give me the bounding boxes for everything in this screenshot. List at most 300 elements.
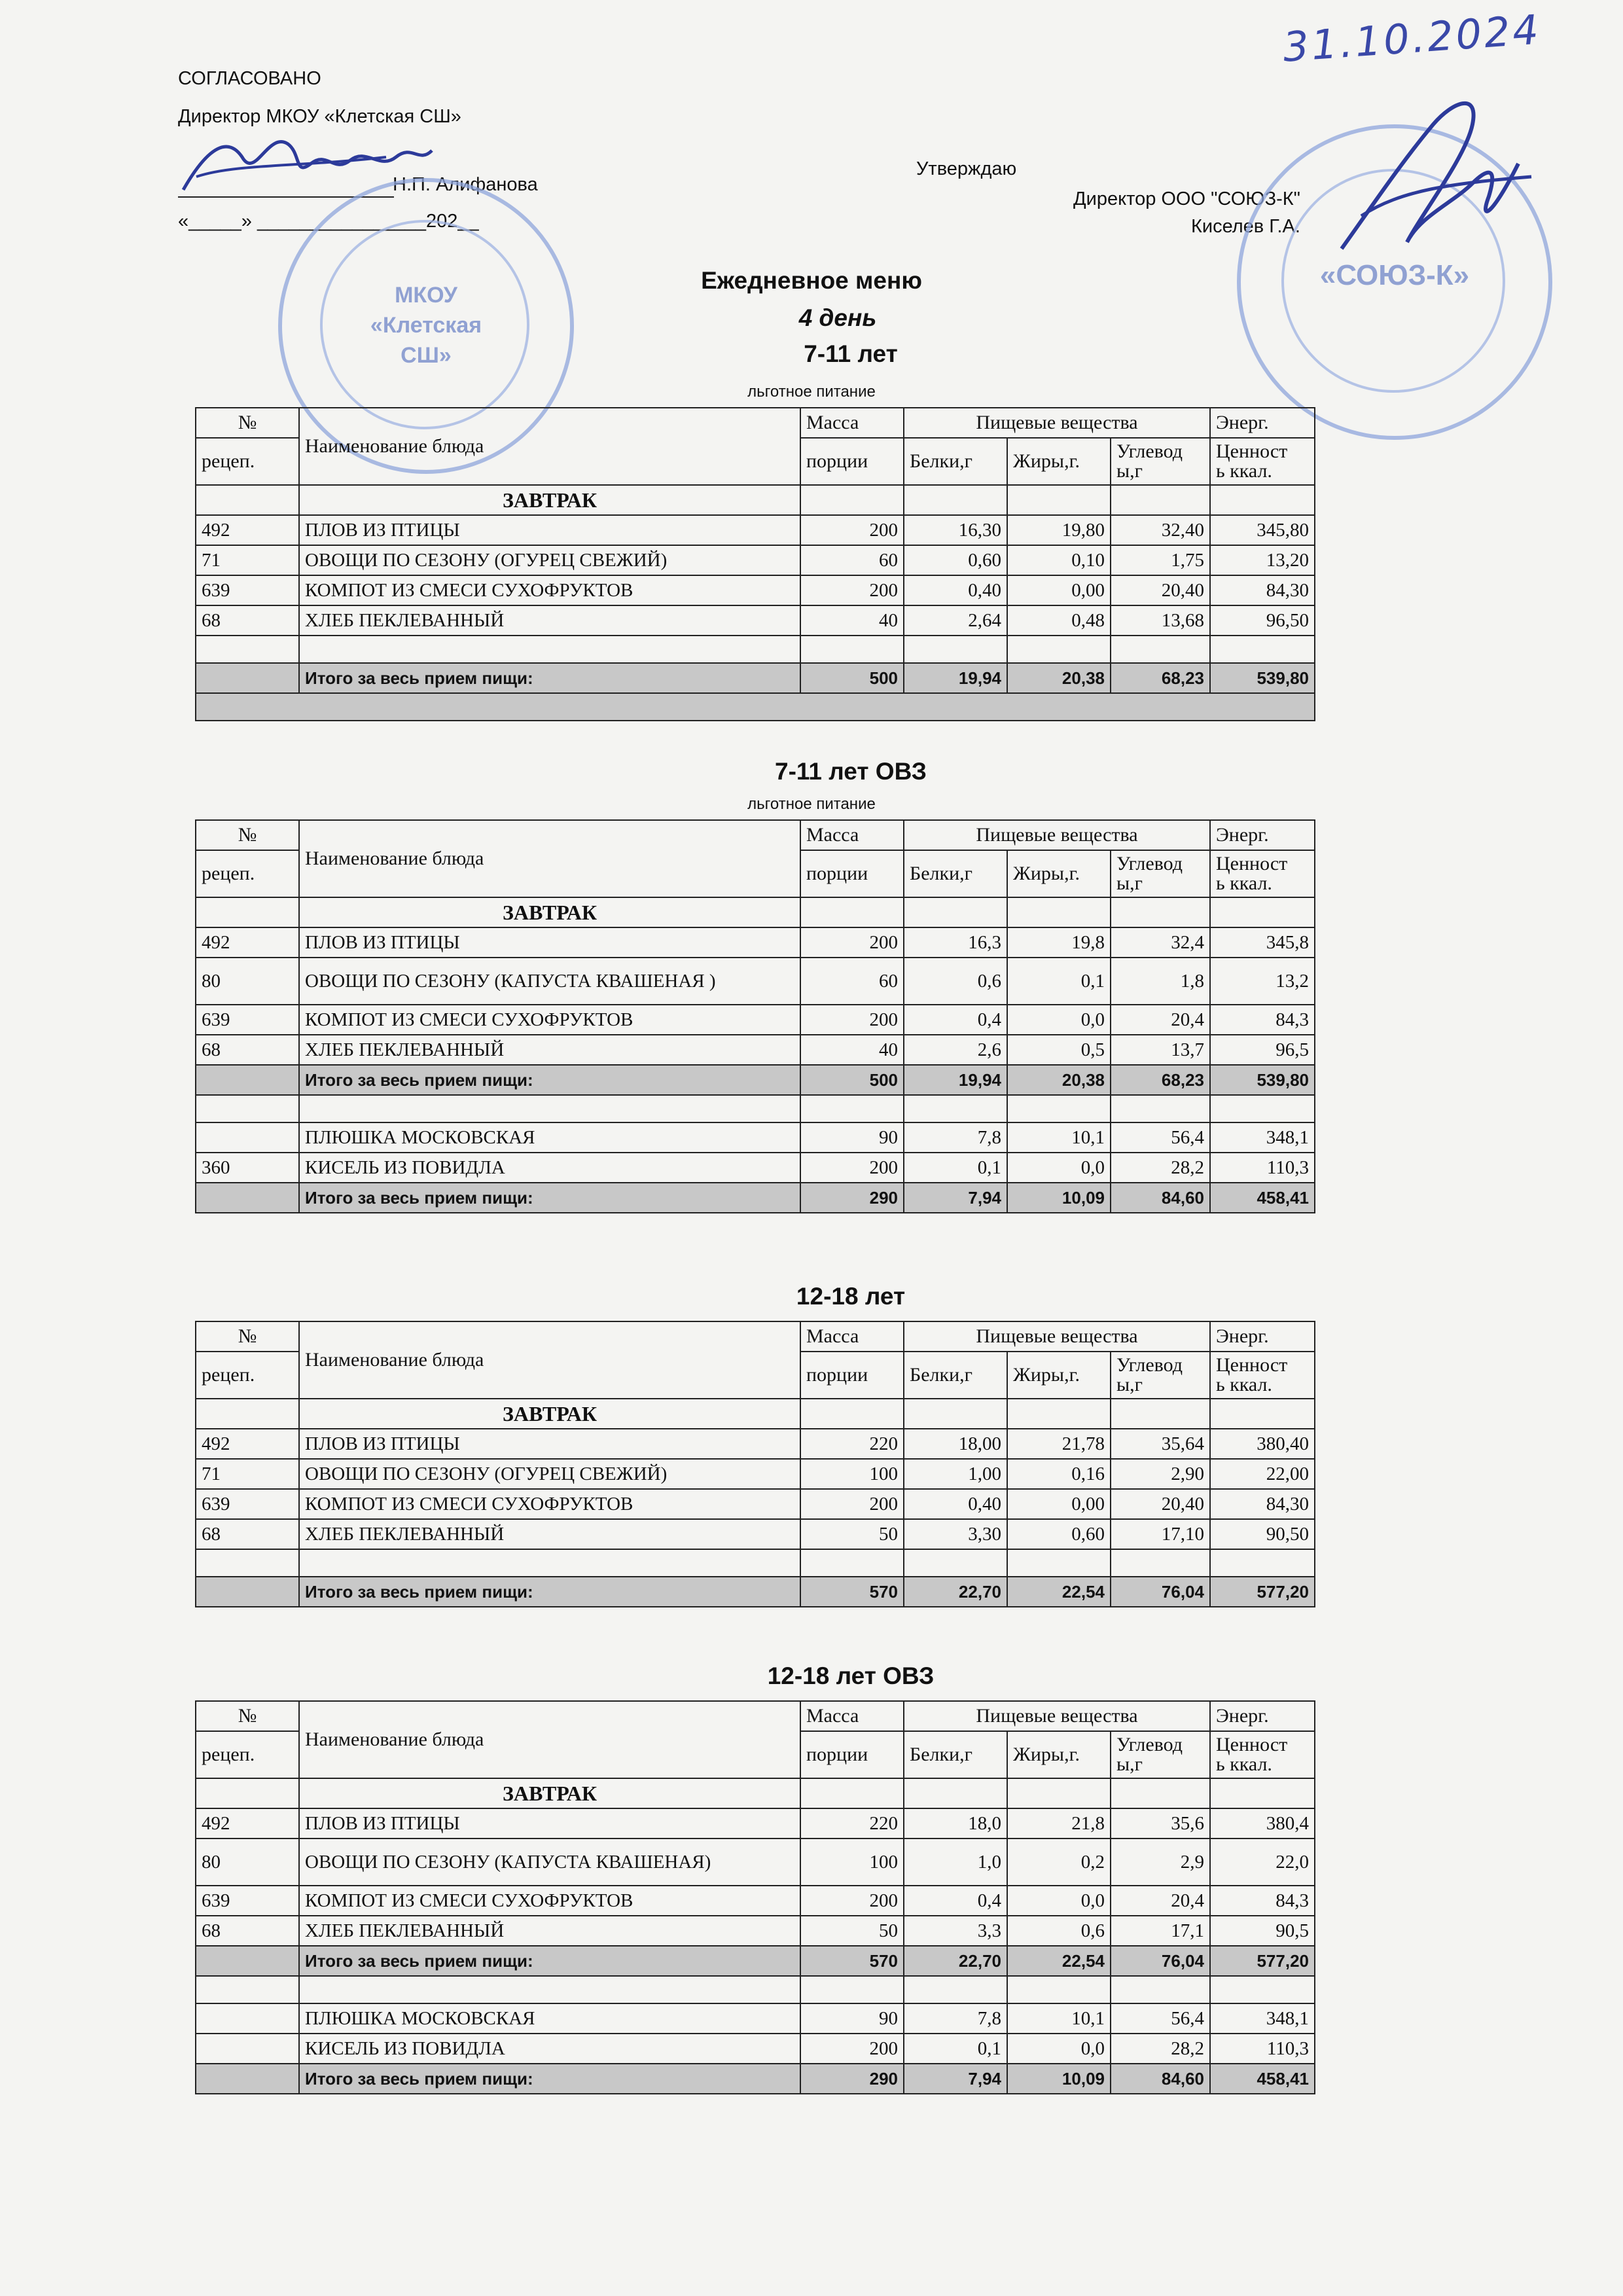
table-cell: 35,6 (1111, 1808, 1210, 1839)
table-cell (1210, 1549, 1315, 1577)
table-cell: 20,38 (1007, 663, 1111, 693)
table-cell: 577,20 (1210, 1577, 1315, 1607)
table-cell (196, 1183, 299, 1213)
section-note: льготное питание (747, 795, 876, 813)
table-cell: Итого за весь прием пищи: (299, 2064, 800, 2094)
table-cell: 0,2 (1007, 1839, 1111, 1886)
table-cell: 200 (800, 927, 904, 958)
table-cell: КОМПОТ ИЗ СМЕСИ СУХОФРУКТОВ (299, 575, 800, 605)
col-mass-top: Масса (800, 408, 904, 438)
total-row (196, 1183, 1315, 1213)
table-row (196, 1035, 1315, 1065)
table-row (196, 605, 1315, 636)
table-cell: 90 (800, 1122, 904, 1153)
meal-label: ЗАВТРАК (299, 485, 800, 515)
table-cell: Белки,г (904, 1731, 1007, 1778)
table-cell: 492 (196, 927, 299, 958)
approve-label: Утверждаю (916, 158, 1017, 179)
table-cell: порции (800, 1731, 904, 1778)
table-cell: Итого за весь прием пищи: (299, 1065, 800, 1095)
col-energy: Ценност ь ккал. (1210, 438, 1315, 485)
table-cell: ПЛОВ ИЗ ПТИЦЫ (299, 515, 800, 545)
table-cell: 16,3 (904, 927, 1007, 958)
table-cell (1210, 1778, 1315, 1808)
total-row (196, 2064, 1315, 2094)
table-cell (1007, 485, 1111, 515)
table-cell: КИСЕЛЬ ИЗ ПОВИДЛА (299, 1153, 800, 1183)
table-cell: 18,00 (904, 1429, 1007, 1459)
table-cell: порции (800, 1352, 904, 1399)
table-cell: 13,68 (1111, 605, 1210, 636)
table-cell: 17,1 (1111, 1916, 1210, 1946)
table-cell (196, 2034, 299, 2064)
table-cell (1210, 1399, 1315, 1429)
day-label: 4 день (798, 304, 877, 331)
table-row (196, 1916, 1315, 1946)
table-cell: 10,09 (1007, 2064, 1111, 2094)
table-cell: 0,0 (1007, 1886, 1111, 1916)
total-row (196, 1946, 1315, 1976)
table-cell (1111, 1095, 1210, 1122)
table-cell: Углевод ы,г (1111, 1731, 1210, 1778)
table-cell (904, 1976, 1007, 2003)
table-cell: 60 (800, 958, 904, 1005)
table-row (196, 1808, 1315, 1839)
table-cell: Углевод ы,г (1111, 1352, 1210, 1399)
table-cell: 3,3 (904, 1916, 1007, 1946)
table-cell (1210, 1976, 1315, 2003)
approver-position: Директор МКОУ «Клетская СШ» (178, 106, 461, 127)
table-cell: 539,80 (1210, 1065, 1315, 1095)
table-row (196, 1459, 1315, 1489)
table-cell: 200 (800, 1153, 904, 1183)
table-cell: 577,20 (1210, 1946, 1315, 1976)
table-cell: 96,5 (1210, 1035, 1315, 1065)
table-cell (1007, 1399, 1111, 1429)
table-cell: 200 (800, 2034, 904, 2064)
table-cell: 10,1 (1007, 1122, 1111, 1153)
table-cell: порции (800, 850, 904, 897)
table-cell (904, 1095, 1007, 1122)
table-cell (1210, 1095, 1315, 1122)
table-cell (800, 485, 904, 515)
table-cell (299, 1095, 800, 1122)
table-row (196, 1005, 1315, 1035)
table-cell: 1,75 (1111, 545, 1210, 575)
total-row (196, 1577, 1315, 1607)
table-cell: 570 (800, 1577, 904, 1607)
table-cell: 10,09 (1007, 1183, 1111, 1213)
table-cell (299, 1976, 800, 2003)
table-cell: Жиры,г. (1007, 1352, 1111, 1399)
table-cell: № (196, 1701, 299, 1731)
table-cell: Углевод ы,г (1111, 850, 1210, 897)
table-cell (1111, 1976, 1210, 2003)
table-cell: 570 (800, 1946, 904, 1976)
section-age-12-18: 12-18 лет (796, 1283, 906, 1310)
table-cell: Энерг. (1210, 1321, 1315, 1352)
table-cell: 380,40 (1210, 1429, 1315, 1459)
table-cell (904, 636, 1007, 663)
table-row (196, 515, 1315, 545)
table-cell (800, 1976, 904, 2003)
table-cell: 40 (800, 605, 904, 636)
table-cell: 40 (800, 1035, 904, 1065)
table-cell: 345,80 (1210, 515, 1315, 545)
table-cell: ОВОЩИ ПО СЕЗОНУ (ОГУРЕЦ СВЕЖИЙ) (299, 545, 800, 575)
table-cell: 19,8 (1007, 927, 1111, 958)
table-cell: 7,94 (904, 1183, 1007, 1213)
menu-table-7-11 (195, 407, 1315, 721)
table-cell (800, 1778, 904, 1808)
table-cell: 84,3 (1210, 1886, 1315, 1916)
table-cell: 0,48 (1007, 605, 1111, 636)
table-cell: 0,60 (904, 545, 1007, 575)
company-stamp-text: «СОЮЗ-К» (1319, 259, 1470, 291)
table-cell: 50 (800, 1916, 904, 1946)
table-cell: 20,4 (1111, 1005, 1210, 1035)
table-cell: Белки,г (904, 850, 1007, 897)
table-cell: Ценност ь ккал. (1210, 1352, 1315, 1399)
meal-label: ЗАВТРАК (299, 1399, 800, 1429)
menu-table-12-18 (195, 1321, 1315, 1607)
table-cell: 345,8 (1210, 927, 1315, 958)
table-cell: 17,10 (1111, 1519, 1210, 1549)
table-cell (196, 663, 299, 693)
table-cell (1007, 1549, 1111, 1577)
table-row (196, 1886, 1315, 1916)
approver-name: Н.П. Алифанова (393, 174, 538, 195)
table-cell: рецеп. (196, 1731, 299, 1778)
table-cell (196, 1778, 299, 1808)
table-cell (800, 1095, 904, 1122)
table-cell: ПЛЮШКА МОСКОВСКАЯ (299, 2003, 800, 2034)
table-cell: 19,80 (1007, 515, 1111, 545)
table-cell: 50 (800, 1519, 904, 1549)
table-cell: 10,1 (1007, 2003, 1111, 2034)
table-cell: 35,64 (1111, 1429, 1210, 1459)
table-cell: 2,90 (1111, 1459, 1210, 1489)
table-cell (196, 2064, 299, 2094)
table-cell (196, 1946, 299, 1976)
section-note: льготное питание (747, 383, 876, 401)
table-cell: 22,54 (1007, 1946, 1111, 1976)
table-cell: 18,0 (904, 1808, 1007, 1839)
table-cell: 2,9 (1111, 1839, 1210, 1886)
table-cell: 13,20 (1210, 545, 1315, 575)
table-cell: рецеп. (196, 850, 299, 897)
table-row (196, 1839, 1315, 1886)
section-age-7-11: 7-11 лет (804, 340, 898, 367)
approval-heading: СОГЛАСОВАНО (178, 68, 321, 89)
table-cell (800, 636, 904, 663)
table-cell: 56,4 (1111, 2003, 1210, 2034)
table-row (196, 1122, 1315, 1153)
table-cell: 84,3 (1210, 1005, 1315, 1035)
table-cell: ОВОЩИ ПО СЕЗОНУ (ОГУРЕЦ СВЕЖИЙ) (299, 1459, 800, 1489)
table-cell: 60 (800, 545, 904, 575)
table-cell: 68 (196, 1916, 299, 1946)
table-cell: 22,00 (1210, 1459, 1315, 1489)
table-cell: 16,30 (904, 515, 1007, 545)
table-cell (1210, 897, 1315, 927)
table-cell: 19,94 (904, 663, 1007, 693)
table-cell: Белки,г (904, 1352, 1007, 1399)
table-row (196, 2003, 1315, 2034)
table-cell: 290 (800, 2064, 904, 2094)
table-cell: 13,7 (1111, 1035, 1210, 1065)
table-cell: ХЛЕБ ПЕКЛЕВАННЫЙ (299, 1519, 800, 1549)
table-cell: 71 (196, 1459, 299, 1489)
table-cell: 639 (196, 1005, 299, 1035)
table-cell: 0,40 (904, 575, 1007, 605)
table-cell: 500 (800, 1065, 904, 1095)
col-mass-bottom: порции (800, 438, 904, 485)
col-protein: Белки,г (904, 438, 1007, 485)
table-cell (196, 1095, 299, 1122)
table-cell: 110,3 (1210, 1153, 1315, 1183)
total-row (196, 663, 1315, 693)
table-cell: 20,40 (1111, 1489, 1210, 1519)
table-cell: 32,40 (1111, 515, 1210, 545)
table-cell: 0,6 (1007, 1916, 1111, 1946)
table-cell: 84,30 (1210, 575, 1315, 605)
table-cell: 19,94 (904, 1065, 1007, 1095)
table-cell: 3,30 (904, 1519, 1007, 1549)
table-cell (904, 1399, 1007, 1429)
table-cell: Энерг. (1210, 1701, 1315, 1731)
table-cell: ОВОЩИ ПО СЕЗОНУ (КАПУСТА КВАШЕНАЯ ) (299, 958, 800, 1005)
table-cell: Масса (800, 1701, 904, 1731)
table-cell: 71 (196, 545, 299, 575)
table-cell: 492 (196, 515, 299, 545)
table-cell: 0,4 (904, 1005, 1007, 1035)
table-cell: Пищевые вещества (904, 1701, 1210, 1731)
left-signature (170, 118, 445, 209)
table-cell: 200 (800, 515, 904, 545)
table-cell: 96,50 (1210, 605, 1315, 636)
table-row (196, 1429, 1315, 1459)
table-cell: 639 (196, 1489, 299, 1519)
table-cell: 492 (196, 1808, 299, 1839)
table-cell: 0,60 (1007, 1519, 1111, 1549)
table-cell: 220 (800, 1808, 904, 1839)
table-row (196, 1519, 1315, 1549)
table-cell: рецеп. (196, 1352, 299, 1399)
table-row (196, 2034, 1315, 2064)
table-cell: 22,70 (904, 1946, 1007, 1976)
table-cell: ПЛОВ ИЗ ПТИЦЫ (299, 927, 800, 958)
col-fat: Жиры,г. (1007, 438, 1111, 485)
table-cell: 0,1 (1007, 958, 1111, 1005)
table-cell: 22,54 (1007, 1577, 1111, 1607)
table-cell: 539,80 (1210, 663, 1315, 693)
table-cell: Итого за весь прием пищи: (299, 1946, 800, 1976)
table-cell: № (196, 820, 299, 850)
table-cell (1007, 1976, 1111, 2003)
table-cell: 1,0 (904, 1839, 1007, 1886)
table-cell: 639 (196, 575, 299, 605)
table-cell: 22,70 (904, 1577, 1007, 1607)
table-cell: 21,8 (1007, 1808, 1111, 1839)
table-cell: Энерг. (1210, 820, 1315, 850)
table-cell: 492 (196, 1429, 299, 1459)
table-cell: 348,1 (1210, 1122, 1315, 1153)
table-cell: 56,4 (1111, 1122, 1210, 1153)
table-cell: 68 (196, 1519, 299, 1549)
table-cell: ПЛЮШКА МОСКОВСКАЯ (299, 1122, 800, 1153)
table-cell (1111, 897, 1210, 927)
table-cell: 76,04 (1111, 1577, 1210, 1607)
table-cell: Наименование блюда (299, 1701, 800, 1778)
director-position: Директор ООО "СОЮЗ-К" (1073, 188, 1300, 209)
table-cell: 2,6 (904, 1035, 1007, 1065)
table-cell (1007, 636, 1111, 663)
table-cell: 21,78 (1007, 1429, 1111, 1459)
table-cell: 90,5 (1210, 1916, 1315, 1946)
table-row (196, 1153, 1315, 1183)
table-cell (904, 485, 1007, 515)
table-cell: 200 (800, 1489, 904, 1519)
table-cell: КОМПОТ ИЗ СМЕСИ СУХОФРУКТОВ (299, 1886, 800, 1916)
table-cell: 28,2 (1111, 2034, 1210, 2064)
meal-label: ЗАВТРАК (299, 897, 800, 927)
table-cell: Ценност ь ккал. (1210, 850, 1315, 897)
table-cell: Наименование блюда (299, 1321, 800, 1399)
table-cell: 80 (196, 1839, 299, 1886)
table-cell: Жиры,г. (1007, 1731, 1111, 1778)
table-cell: 458,41 (1210, 2064, 1315, 2094)
table-cell: 1,8 (1111, 958, 1210, 1005)
table-cell: ХЛЕБ ПЕКЛЕВАННЫЙ (299, 1916, 800, 1946)
table-cell: 0,6 (904, 958, 1007, 1005)
table-cell: Пищевые вещества (904, 1321, 1210, 1352)
table-cell (904, 897, 1007, 927)
table-cell (1007, 897, 1111, 927)
table-cell: 0,0 (1007, 1005, 1111, 1035)
table-cell (1007, 1095, 1111, 1122)
table-cell: 380,4 (1210, 1808, 1315, 1839)
table-cell: 7,8 (904, 1122, 1007, 1153)
table-cell (1111, 636, 1210, 663)
table-cell: 1,00 (904, 1459, 1007, 1489)
table-cell: 76,04 (1111, 1946, 1210, 1976)
menu-table-12-18-ovz (195, 1700, 1315, 2094)
handwritten-date: 31.10.2024 (1281, 5, 1543, 71)
table-cell: 90,50 (1210, 1519, 1315, 1549)
table-cell (196, 1976, 299, 2003)
table-cell: 68 (196, 1035, 299, 1065)
approval-date-line: «_____» ________________202__ (178, 211, 479, 232)
table-cell: 290 (800, 1183, 904, 1213)
table-cell: Масса (800, 820, 904, 850)
table-cell (299, 1549, 800, 1577)
table-cell: 0,1 (904, 1153, 1007, 1183)
table-cell: 500 (800, 663, 904, 693)
table-cell (904, 1778, 1007, 1808)
table-cell: 68,23 (1111, 663, 1210, 693)
table-cell: 68,23 (1111, 1065, 1210, 1095)
table-row (196, 1489, 1315, 1519)
table-cell: Жиры,г. (1007, 850, 1111, 897)
table-cell: КОМПОТ ИЗ СМЕСИ СУХОФРУКТОВ (299, 1005, 800, 1035)
table-cell (196, 1399, 299, 1429)
table-cell: Наименование блюда (299, 820, 800, 897)
table-cell (1111, 485, 1210, 515)
table-row (196, 575, 1315, 605)
table-cell: Итого за весь прием пищи: (299, 663, 800, 693)
menu-table-7-11-ovz (195, 819, 1315, 1213)
col-name: Наименование блюда (299, 408, 800, 485)
table-cell: Итого за весь прием пищи: (299, 1577, 800, 1607)
table-cell (800, 897, 904, 927)
table-cell (1111, 1549, 1210, 1577)
table-cell (196, 1122, 299, 1153)
table-cell: № (196, 1321, 299, 1352)
table-cell: 0,1 (904, 2034, 1007, 2064)
table-cell: Пищевые вещества (904, 820, 1210, 850)
table-cell: 0,00 (1007, 1489, 1111, 1519)
table-cell: Итого за весь прием пищи: (299, 1183, 800, 1213)
table-cell (1111, 1399, 1210, 1429)
table-cell: Ценност ь ккал. (1210, 1731, 1315, 1778)
section-age-7-11-ovz: 7-11 лет ОВЗ (775, 758, 927, 785)
table-cell (299, 636, 800, 663)
table-cell: ПЛОВ ИЗ ПТИЦЫ (299, 1429, 800, 1459)
table-cell: 32,4 (1111, 927, 1210, 958)
table-cell: 0,10 (1007, 545, 1111, 575)
table-cell (800, 1549, 904, 1577)
table-cell: 200 (800, 1005, 904, 1035)
table-row (196, 927, 1315, 958)
table-cell: 639 (196, 1886, 299, 1916)
section-age-12-18-ovz: 12-18 лет ОВЗ (767, 1662, 935, 1689)
table-cell: 7,94 (904, 2064, 1007, 2094)
table-cell: 110,3 (1210, 2034, 1315, 2064)
table-cell: 348,1 (1210, 2003, 1315, 2034)
table-cell: Масса (800, 1321, 904, 1352)
table-cell: ОВОЩИ ПО СЕЗОНУ (КАПУСТА КВАШЕНАЯ) (299, 1839, 800, 1886)
col-num-bottom: рецеп. (196, 438, 299, 485)
table-cell: ХЛЕБ ПЕКЛЕВАННЫЙ (299, 605, 800, 636)
table-cell: 100 (800, 1839, 904, 1886)
table-cell (800, 1399, 904, 1429)
table-cell: 458,41 (1210, 1183, 1315, 1213)
table-cell (1210, 485, 1315, 515)
table-cell: 84,30 (1210, 1489, 1315, 1519)
table-cell: КОМПОТ ИЗ СМЕСИ СУХОФРУКТОВ (299, 1489, 800, 1519)
table-cell (196, 693, 1315, 721)
table-cell: КИСЕЛЬ ИЗ ПОВИДЛА (299, 2034, 800, 2064)
table-cell: 0,00 (1007, 575, 1111, 605)
table-cell: 13,2 (1210, 958, 1315, 1005)
table-cell: 0,16 (1007, 1459, 1111, 1489)
table-cell: 0,0 (1007, 2034, 1111, 2064)
col-carbs: Углевод ы,г (1111, 438, 1210, 485)
table-cell: 0,0 (1007, 1153, 1111, 1183)
col-energy-top: Энерг. (1210, 408, 1315, 438)
director-name: Киселев Г.А. (1191, 216, 1300, 237)
table-cell: 100 (800, 1459, 904, 1489)
table-cell: 90 (800, 2003, 904, 2034)
right-signature (1322, 85, 1544, 288)
table-cell (196, 1577, 299, 1607)
table-cell: 0,4 (904, 1886, 1007, 1916)
table-cell: 360 (196, 1153, 299, 1183)
meal-label: ЗАВТРАК (299, 1778, 800, 1808)
table-cell: 20,4 (1111, 1886, 1210, 1916)
table-cell: 84,60 (1111, 1183, 1210, 1213)
